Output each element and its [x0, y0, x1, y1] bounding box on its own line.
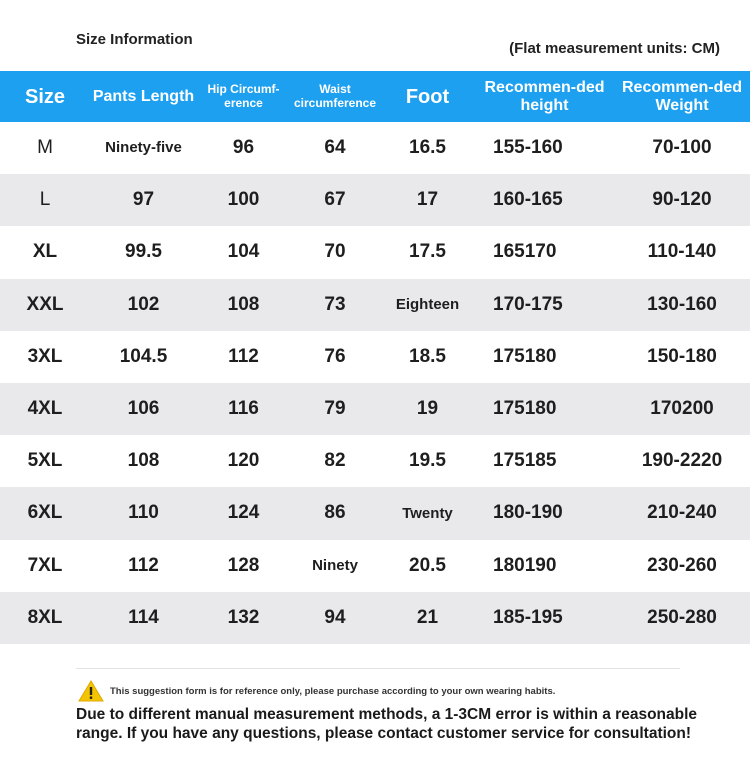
- cell-recommended-weight: 70-100: [614, 122, 750, 174]
- cell-recommended-weight: 230-260: [614, 540, 750, 592]
- cell-pants-length: 108: [90, 435, 197, 487]
- page-title: Size Information: [76, 31, 193, 48]
- cell-recommended-weight: 250-280: [614, 592, 750, 644]
- cell-waist-circumference: 70: [290, 226, 380, 278]
- cell-pants-length: 114: [90, 592, 197, 644]
- cell-hip-circumference: 120: [197, 435, 290, 487]
- table-body: [0, 122, 750, 644]
- cell-pants-length: 110: [90, 487, 197, 539]
- cell-pants-length: 112: [90, 540, 197, 592]
- cell-waist-circumference: 73: [290, 279, 380, 331]
- cell-size: XXL: [0, 279, 90, 331]
- header-recommended-height: Recommen-ded height: [475, 71, 614, 122]
- cell-pants-length: 99.5: [90, 226, 197, 278]
- table-row: [0, 487, 750, 539]
- table-row: [0, 592, 750, 644]
- cell-waist-circumference: 76: [290, 331, 380, 383]
- cell-recommended-height: 175185: [475, 435, 614, 487]
- cell-recommended-weight: 130-160: [614, 279, 750, 331]
- header-recommended-weight: Recommen-ded Weight: [614, 71, 750, 122]
- cell-waist-circumference: 82: [290, 435, 380, 487]
- table-row: [0, 331, 750, 383]
- cell-recommended-height: 175180: [475, 331, 614, 383]
- header-foot: Foot: [380, 71, 475, 122]
- cell-recommended-weight: 190-2220: [614, 435, 750, 487]
- header-waist-circumference: Waist circumference: [290, 71, 380, 122]
- cell-pants-length: Ninety-five: [90, 122, 197, 174]
- cell-size: 4XL: [0, 383, 90, 435]
- cell-foot: 17: [380, 174, 475, 226]
- table-row: [0, 226, 750, 278]
- table-row: [0, 435, 750, 487]
- cell-recommended-weight: 150-180: [614, 331, 750, 383]
- cell-hip-circumference: 108: [197, 279, 290, 331]
- cell-waist-circumference: 64: [290, 122, 380, 174]
- cell-recommended-height: 175180: [475, 383, 614, 435]
- cell-size: 7XL: [0, 540, 90, 592]
- cell-pants-length: 104.5: [90, 331, 197, 383]
- cell-size: 8XL: [0, 592, 90, 644]
- units-note: (Flat measurement units: CM): [509, 40, 720, 57]
- cell-recommended-height: 165170: [475, 226, 614, 278]
- cell-size: 3XL: [0, 331, 90, 383]
- cell-hip-circumference: 112: [197, 331, 290, 383]
- cell-hip-circumference: 128: [197, 540, 290, 592]
- cell-recommended-height: 185-195: [475, 592, 614, 644]
- cell-pants-length: 97: [90, 174, 197, 226]
- cell-recommended-weight: 90-120: [614, 174, 750, 226]
- table-header-row: [0, 71, 750, 122]
- cell-foot: 17.5: [380, 226, 475, 278]
- cell-hip-circumference: 100: [197, 174, 290, 226]
- cell-waist-circumference: Ninety: [290, 540, 380, 592]
- cell-pants-length: 102: [90, 279, 197, 331]
- reference-note: [78, 680, 555, 702]
- cell-size: L: [0, 174, 90, 226]
- cell-recommended-height: 170-175: [475, 279, 614, 331]
- cell-hip-circumference: 104: [197, 226, 290, 278]
- cell-recommended-height: 160-165: [475, 174, 614, 226]
- cell-foot: Twenty: [380, 487, 475, 539]
- measurement-disclaimer: Due to different manual measurement methods, a 1-3CM error is within a reasonable range. If you have any questions, please contact customer service for consultation!: [76, 706, 698, 742]
- cell-recommended-weight: 210-240: [614, 487, 750, 539]
- reference-note-text: This suggestion form is for reference only, please purchase according to your own wearing habits.: [110, 685, 556, 697]
- table-row: [0, 383, 750, 435]
- cell-hip-circumference: 116: [197, 383, 290, 435]
- table-row: [0, 279, 750, 331]
- cell-recommended-height: 180-190: [475, 487, 614, 539]
- cell-hip-circumference: 132: [197, 592, 290, 644]
- cell-pants-length: 106: [90, 383, 197, 435]
- header-pants-length: Pants Length: [90, 71, 197, 122]
- cell-waist-circumference: 94: [290, 592, 380, 644]
- header-hip-circumference: Hip Circumf-erence: [197, 71, 290, 122]
- size-chart-table: [0, 71, 750, 644]
- cell-foot: 21: [380, 592, 475, 644]
- table-row: [0, 540, 750, 592]
- cell-hip-circumference: 124: [197, 487, 290, 539]
- cell-recommended-weight: 110-140: [614, 226, 750, 278]
- header-size: Size: [0, 71, 90, 122]
- cell-foot: 19: [380, 383, 475, 435]
- cell-foot: 19.5: [380, 435, 475, 487]
- cell-waist-circumference: 79: [290, 383, 380, 435]
- cell-recommended-weight: 170200: [614, 383, 750, 435]
- table-row: [0, 122, 750, 174]
- cell-recommended-height: 155-160: [475, 122, 614, 174]
- cell-size: M: [0, 122, 90, 174]
- cell-size: 6XL: [0, 487, 90, 539]
- cell-size: XL: [0, 226, 90, 278]
- cell-foot: 20.5: [380, 540, 475, 592]
- cell-foot: 16.5: [380, 122, 475, 174]
- cell-hip-circumference: 96: [197, 122, 290, 174]
- cell-waist-circumference: 67: [290, 174, 380, 226]
- table-row: [0, 174, 750, 226]
- cell-size: 5XL: [0, 435, 90, 487]
- cell-foot: 18.5: [380, 331, 475, 383]
- warning-triangle-icon: [78, 680, 104, 702]
- cell-waist-circumference: 86: [290, 487, 380, 539]
- cell-recommended-height: 180190: [475, 540, 614, 592]
- cell-foot: Eighteen: [380, 279, 475, 331]
- divider: [76, 668, 680, 669]
